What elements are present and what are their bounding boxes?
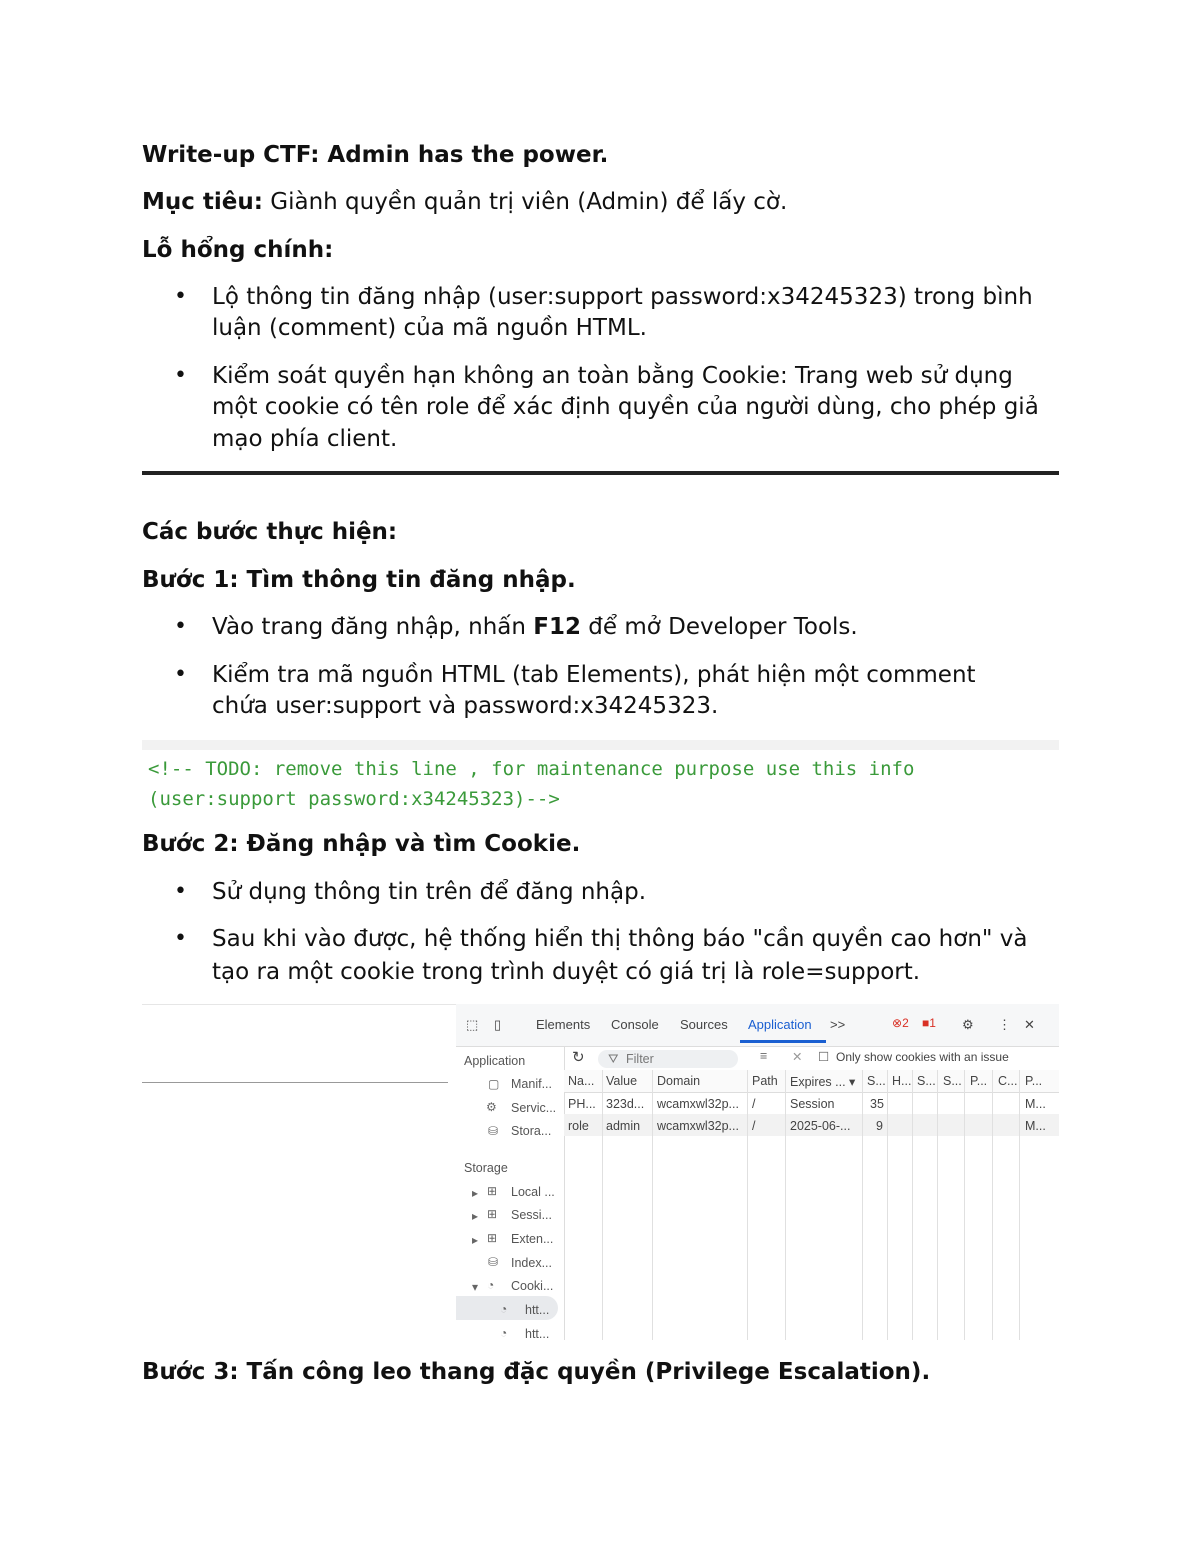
sidebar-item-session[interactable]: Sessi... bbox=[511, 1208, 552, 1222]
code-line1: <!-- TODO: remove this line , for maintenance purpose use this info bbox=[148, 758, 915, 780]
chevron-right-icon[interactable]: ▸ bbox=[472, 1186, 479, 1200]
divider bbox=[937, 1070, 938, 1340]
step1-bullet1 bbox=[212, 611, 858, 643]
cell-expires[interactable]: Session bbox=[790, 1097, 835, 1111]
code-snippet-top bbox=[142, 740, 1059, 750]
cell-domain[interactable]: wcamxwl32p... bbox=[657, 1097, 739, 1111]
cookie-icon: ◔ bbox=[500, 1302, 508, 1316]
divider bbox=[862, 1070, 863, 1340]
cookie-table bbox=[564, 1070, 1059, 1340]
bullet: • bbox=[174, 363, 187, 388]
checkbox-icon[interactable]: ☐ bbox=[818, 1050, 830, 1064]
step2-b2-line1: Sau khi vào được, hệ thống hiển thị thông báo "cần quyền cao hơn" và bbox=[212, 926, 1028, 952]
goal-text: Giành quyền quản trị viên (Admin) để lấy cờ. bbox=[262, 189, 788, 215]
cell-path[interactable]: / bbox=[752, 1119, 756, 1133]
divider bbox=[747, 1070, 748, 1340]
code-line2: (user:support password:x34245323)--> bbox=[148, 788, 560, 810]
divider bbox=[602, 1070, 603, 1340]
devtools-sidebar bbox=[456, 1046, 565, 1340]
gear-icon[interactable]: ⚙ bbox=[962, 1017, 974, 1032]
table-icon: ⊞ bbox=[487, 1207, 498, 1221]
device-icon[interactable]: ▯ bbox=[494, 1017, 502, 1032]
col-expires[interactable]: Expires ... ▾ bbox=[790, 1075, 856, 1089]
horizontal-rule bbox=[142, 471, 1059, 475]
goal-line bbox=[142, 186, 787, 218]
sidebar-cookie-2[interactable]: htt... bbox=[525, 1327, 550, 1340]
bullet: • bbox=[174, 926, 187, 951]
step1-b1-post: để mở Developer Tools. bbox=[581, 614, 858, 640]
goal-label: Mục tiêu: bbox=[142, 189, 263, 215]
step1-b2-line2: chứa user:support và password:x34245323. bbox=[212, 693, 719, 719]
col-name[interactable]: Na... bbox=[568, 1074, 595, 1088]
steps-heading: Các bước thực hiện: bbox=[142, 519, 398, 545]
refresh-icon[interactable]: ↻ bbox=[572, 1049, 585, 1066]
only-issue-label: Only show cookies with an issue bbox=[836, 1050, 1009, 1064]
chevron-down-icon[interactable]: ▾ bbox=[472, 1280, 479, 1294]
f12-key: F12 bbox=[533, 614, 581, 640]
chevron-right-icon[interactable]: ▸ bbox=[472, 1209, 479, 1223]
vuln-1-line2: luận (comment) của mã nguồn HTML. bbox=[212, 315, 647, 341]
filter-placeholder: Filter bbox=[626, 1052, 654, 1066]
step3-heading: Bước 3: Tấn công leo thang đặc quyền (Privilege Escalation). bbox=[142, 1359, 931, 1385]
inspect-icon[interactable]: ⬚ bbox=[466, 1017, 479, 1032]
divider bbox=[1019, 1070, 1020, 1340]
sidebar-cookie-1[interactable]: htt... bbox=[525, 1303, 550, 1317]
chevron-right-icon[interactable]: ▸ bbox=[472, 1233, 479, 1247]
filter-bar bbox=[564, 1046, 1059, 1070]
file-icon: ▢ bbox=[488, 1077, 500, 1091]
cell-value[interactable]: admin bbox=[606, 1119, 641, 1133]
error-count: 2 bbox=[902, 1016, 909, 1030]
col-secure[interactable]: S... bbox=[917, 1074, 936, 1088]
sidebar-item-storage[interactable]: Stora... bbox=[511, 1124, 552, 1138]
col-domain[interactable]: Domain bbox=[657, 1074, 701, 1088]
divider bbox=[912, 1070, 913, 1340]
vuln-heading: Lỗ hổng chính: bbox=[142, 237, 334, 263]
warning-count: 1 bbox=[929, 1016, 936, 1030]
cell-name[interactable]: role bbox=[568, 1119, 589, 1133]
bullet: • bbox=[174, 284, 187, 309]
table-icon: ⊞ bbox=[487, 1231, 498, 1245]
vuln-2-line3: mạo phía client. bbox=[212, 426, 398, 452]
cell-domain[interactable]: wcamxwl32p... bbox=[657, 1119, 739, 1133]
filter-input[interactable] bbox=[598, 1050, 738, 1068]
cell-path[interactable]: / bbox=[752, 1097, 756, 1111]
gear-icon: ⚙ bbox=[486, 1100, 497, 1114]
sidebar-item-local[interactable]: Local ... bbox=[511, 1185, 555, 1199]
step1-heading: Bước 1: Tìm thông tin đăng nhập. bbox=[142, 567, 576, 593]
divider bbox=[992, 1070, 993, 1340]
step1-b1-pre: Vào trang đăng nhập, nhấn bbox=[212, 614, 534, 640]
database-icon: ⛁ bbox=[488, 1124, 499, 1138]
cell-name[interactable]: PH... bbox=[568, 1097, 596, 1111]
more-icon[interactable]: >> bbox=[830, 1017, 846, 1032]
tab-elements[interactable]: Elements bbox=[536, 1017, 591, 1032]
col-httponly[interactable]: H... bbox=[892, 1074, 912, 1088]
sidebar-item-cookies[interactable]: Cooki... bbox=[511, 1279, 554, 1293]
col-crosssite[interactable]: C... bbox=[998, 1074, 1018, 1088]
divider bbox=[887, 1070, 888, 1340]
divider bbox=[785, 1070, 786, 1340]
devtools-screenshot bbox=[142, 1004, 1059, 1340]
col-priority[interactable]: P... bbox=[1025, 1074, 1043, 1088]
col-size[interactable]: S... bbox=[867, 1074, 886, 1088]
x-icon[interactable]: ✕ bbox=[792, 1050, 803, 1064]
vuln-2-line1: Kiểm soát quyền hạn không an toàn bằng Cookie: Trang web sử dụng bbox=[212, 363, 1013, 389]
sidebar-item-service[interactable]: Servic... bbox=[511, 1101, 557, 1115]
col-value[interactable]: Value bbox=[606, 1074, 638, 1088]
cell-value[interactable]: 323d... bbox=[606, 1097, 645, 1111]
doc-title: Write-up CTF: Admin has the power. bbox=[142, 142, 609, 168]
divider bbox=[964, 1070, 965, 1340]
col-partition[interactable]: P... bbox=[970, 1074, 988, 1088]
bullet: • bbox=[174, 879, 187, 904]
vuln-1-line1: Lộ thông tin đăng nhập (user:support password:x34245323) trong bình bbox=[212, 284, 1033, 310]
cell-expires[interactable]: 2025-06-... bbox=[790, 1119, 851, 1133]
step2-bullet1: Sử dụng thông tin trên để đăng nhập. bbox=[212, 879, 647, 905]
devtools-panel bbox=[456, 1004, 1059, 1340]
col-path[interactable]: Path bbox=[752, 1074, 778, 1088]
cookie-icon: ◔ bbox=[487, 1278, 495, 1292]
cookie-icon: ◔ bbox=[500, 1326, 508, 1340]
tab-application[interactable]: Application bbox=[748, 1017, 812, 1032]
bullet: • bbox=[174, 662, 187, 687]
table-icon: ⊞ bbox=[487, 1184, 498, 1198]
clear-icon[interactable]: ≡ bbox=[760, 1049, 768, 1063]
sidebar-item-indexed[interactable]: Index... bbox=[511, 1256, 552, 1270]
error-icon[interactable]: ⊗2 bbox=[892, 1016, 909, 1030]
active-tab-indicator bbox=[740, 1040, 826, 1043]
col-samesite[interactable]: S... bbox=[943, 1074, 962, 1088]
divider bbox=[142, 1082, 448, 1083]
sidebar-item-manifest[interactable]: Manif... bbox=[511, 1077, 552, 1091]
bullet: • bbox=[174, 614, 187, 639]
divider bbox=[652, 1070, 653, 1340]
sidebar-application-label: Application bbox=[464, 1054, 526, 1068]
vuln-2-line2: một cookie có tên role để xác định quyền của người dùng, cho phép giả bbox=[212, 394, 1039, 420]
database-icon: ⛁ bbox=[488, 1255, 499, 1269]
tab-sources[interactable]: Sources bbox=[680, 1017, 728, 1032]
cell-priority[interactable]: M... bbox=[1025, 1097, 1046, 1111]
sidebar-item-extension[interactable]: Exten... bbox=[511, 1232, 554, 1246]
devtools-toolbar bbox=[456, 1004, 1059, 1047]
kebab-icon[interactable]: ⋮ bbox=[998, 1017, 1011, 1032]
filter-icon: ⛛ bbox=[608, 1052, 619, 1066]
cell-size[interactable]: 9 bbox=[876, 1119, 883, 1133]
close-icon[interactable]: ✕ bbox=[1024, 1017, 1035, 1032]
cell-size[interactable]: 35 bbox=[870, 1097, 884, 1111]
step2-heading: Bước 2: Đăng nhập và tìm Cookie. bbox=[142, 831, 581, 857]
warning-icon[interactable]: ■1 bbox=[922, 1016, 936, 1030]
tab-console[interactable]: Console bbox=[611, 1017, 659, 1032]
sidebar-storage-label: Storage bbox=[464, 1161, 508, 1175]
step1-b2-line1: Kiểm tra mã nguồn HTML (tab Elements), phát hiện một comment bbox=[212, 662, 976, 688]
cell-priority[interactable]: M... bbox=[1025, 1119, 1046, 1133]
step2-b2-line2: tạo ra một cookie trong trình duyệt có giá trị là role=support. bbox=[212, 959, 921, 985]
